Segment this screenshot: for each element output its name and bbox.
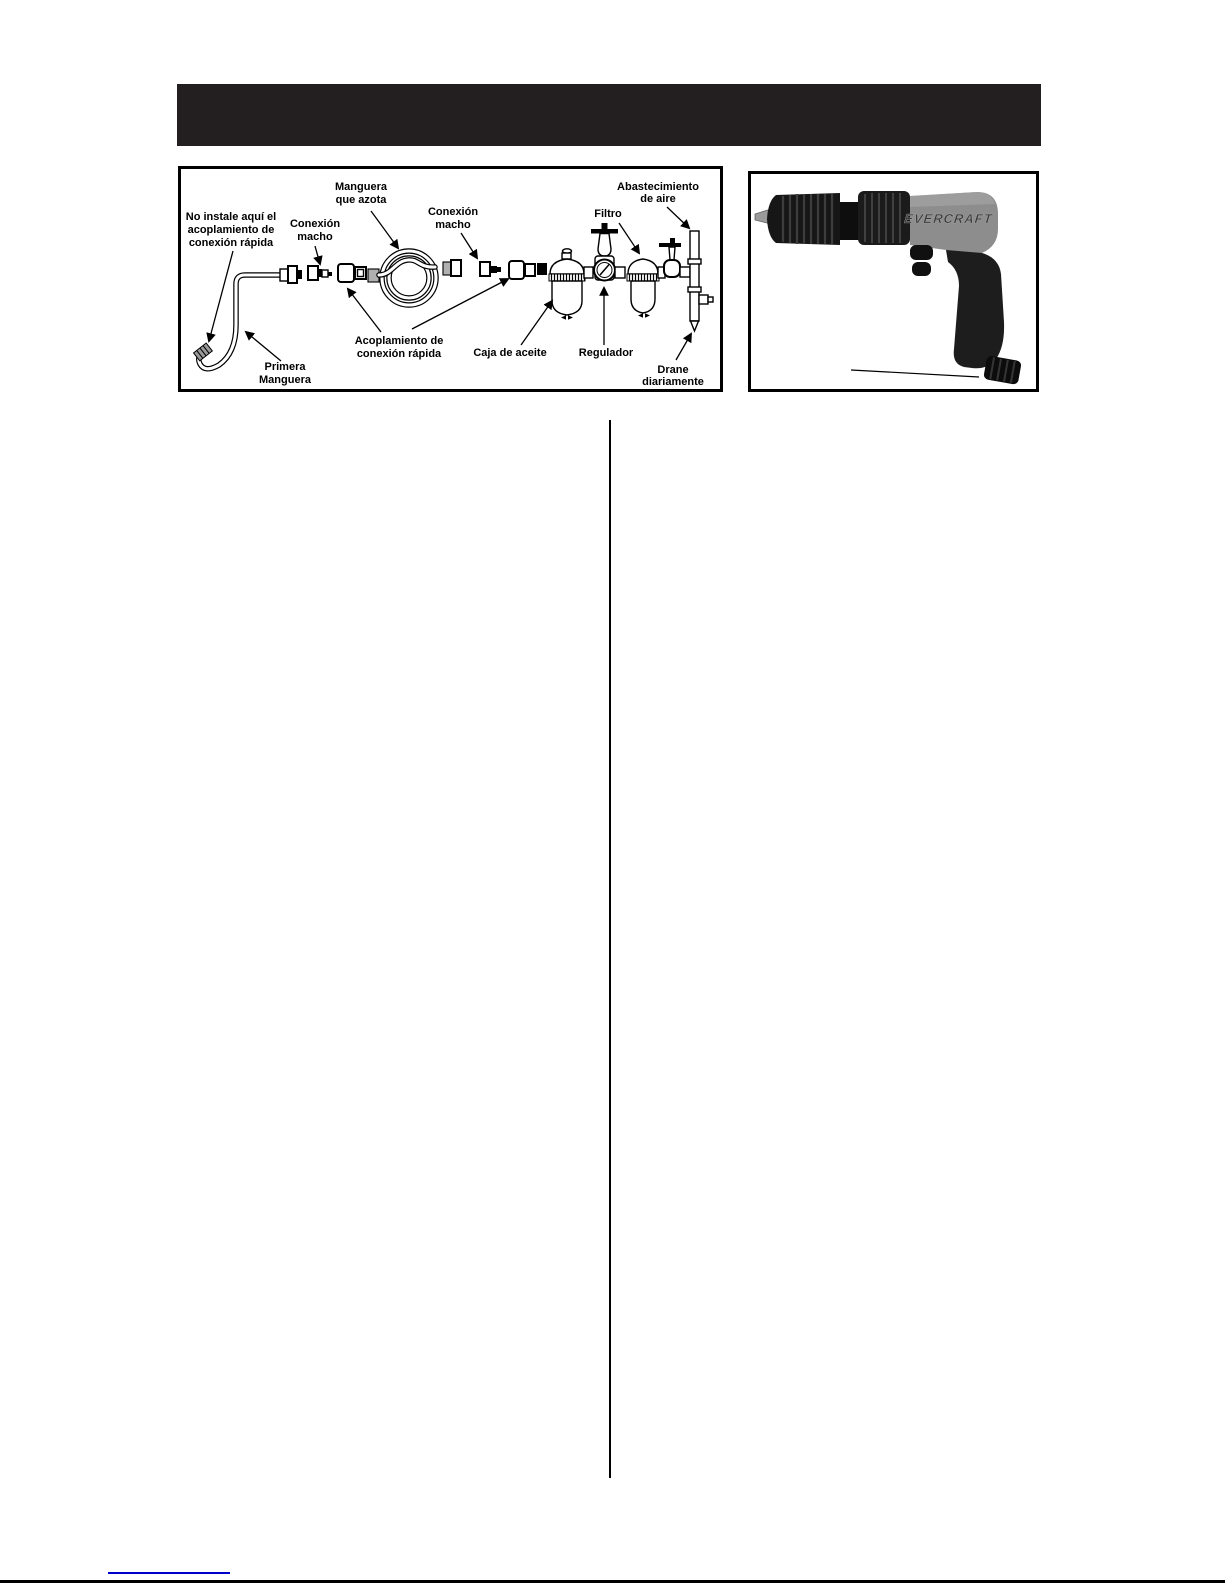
air-drill-photo-box — [748, 171, 1039, 392]
quick-coupler-1-illustration — [338, 264, 366, 282]
drill-motor-housing — [858, 191, 910, 245]
air-setup-diagram-box — [178, 166, 723, 392]
label-air-supply: Abastecimiento — [617, 181, 699, 193]
label-whip-hose: Manguera — [335, 181, 387, 193]
bottom-page-rule — [0, 1580, 1225, 1583]
label-male-connector-2: macho — [435, 219, 471, 231]
label-male-connector-2: Conexión — [427, 206, 479, 218]
drill-trigger — [910, 245, 933, 276]
label-no-install: acoplamiento de — [187, 224, 275, 236]
brand-logo: EVERCRAFT — [903, 211, 994, 226]
label-first-hose: Primera — [264, 361, 306, 373]
column-divider — [609, 420, 611, 1478]
male-connector-1-illustration — [308, 266, 332, 280]
label-regulator: Regulador — [578, 347, 634, 359]
whip-hose-coil-illustration — [368, 251, 461, 305]
label-male-connector-1: macho — [297, 231, 333, 243]
label-no-install: No instale aquí el — [185, 211, 277, 223]
pipe-stub-2 — [615, 267, 625, 278]
regulator-illustration — [591, 223, 618, 281]
drill-air-inlet — [983, 355, 1022, 385]
header-bar — [177, 84, 1041, 146]
oiler-illustration — [549, 249, 585, 320]
drill-chuck — [767, 193, 840, 245]
male-connector-2-illustration — [480, 262, 501, 276]
quick-coupler-2-illustration — [509, 261, 547, 279]
air-setup-diagram — [181, 169, 720, 389]
air-drill-illustration — [751, 174, 1036, 389]
label-male-connector-1: Conexión — [289, 218, 341, 230]
filter-illustration — [627, 259, 659, 318]
shutoff-valve-illustration — [658, 238, 690, 278]
label-drain: diariamente — [642, 376, 704, 388]
air-supply-pipe-illustration — [688, 231, 713, 331]
label-quick-coupling: Acoplamiento de — [354, 335, 444, 347]
air-inlet-pointer-line — [851, 370, 979, 377]
diagram-labels — [186, 181, 704, 388]
label-no-install: conexión rápida — [188, 237, 274, 249]
label-oiler: Caja de aceite — [473, 347, 547, 359]
label-air-supply: de aire — [640, 193, 676, 205]
footer-link[interactable] — [108, 1572, 230, 1574]
drill-collar — [840, 202, 858, 240]
label-filter: Filtro — [594, 208, 622, 220]
label-quick-coupling: conexión rápida — [356, 348, 442, 360]
label-first-hose: Manguera — [259, 374, 311, 386]
drill-handle — [946, 250, 1004, 368]
pipe-stub-1 — [584, 267, 593, 278]
first-hose-illustration — [194, 266, 302, 369]
label-drain: Drane — [657, 364, 689, 376]
label-whip-hose: que azota — [335, 194, 387, 206]
